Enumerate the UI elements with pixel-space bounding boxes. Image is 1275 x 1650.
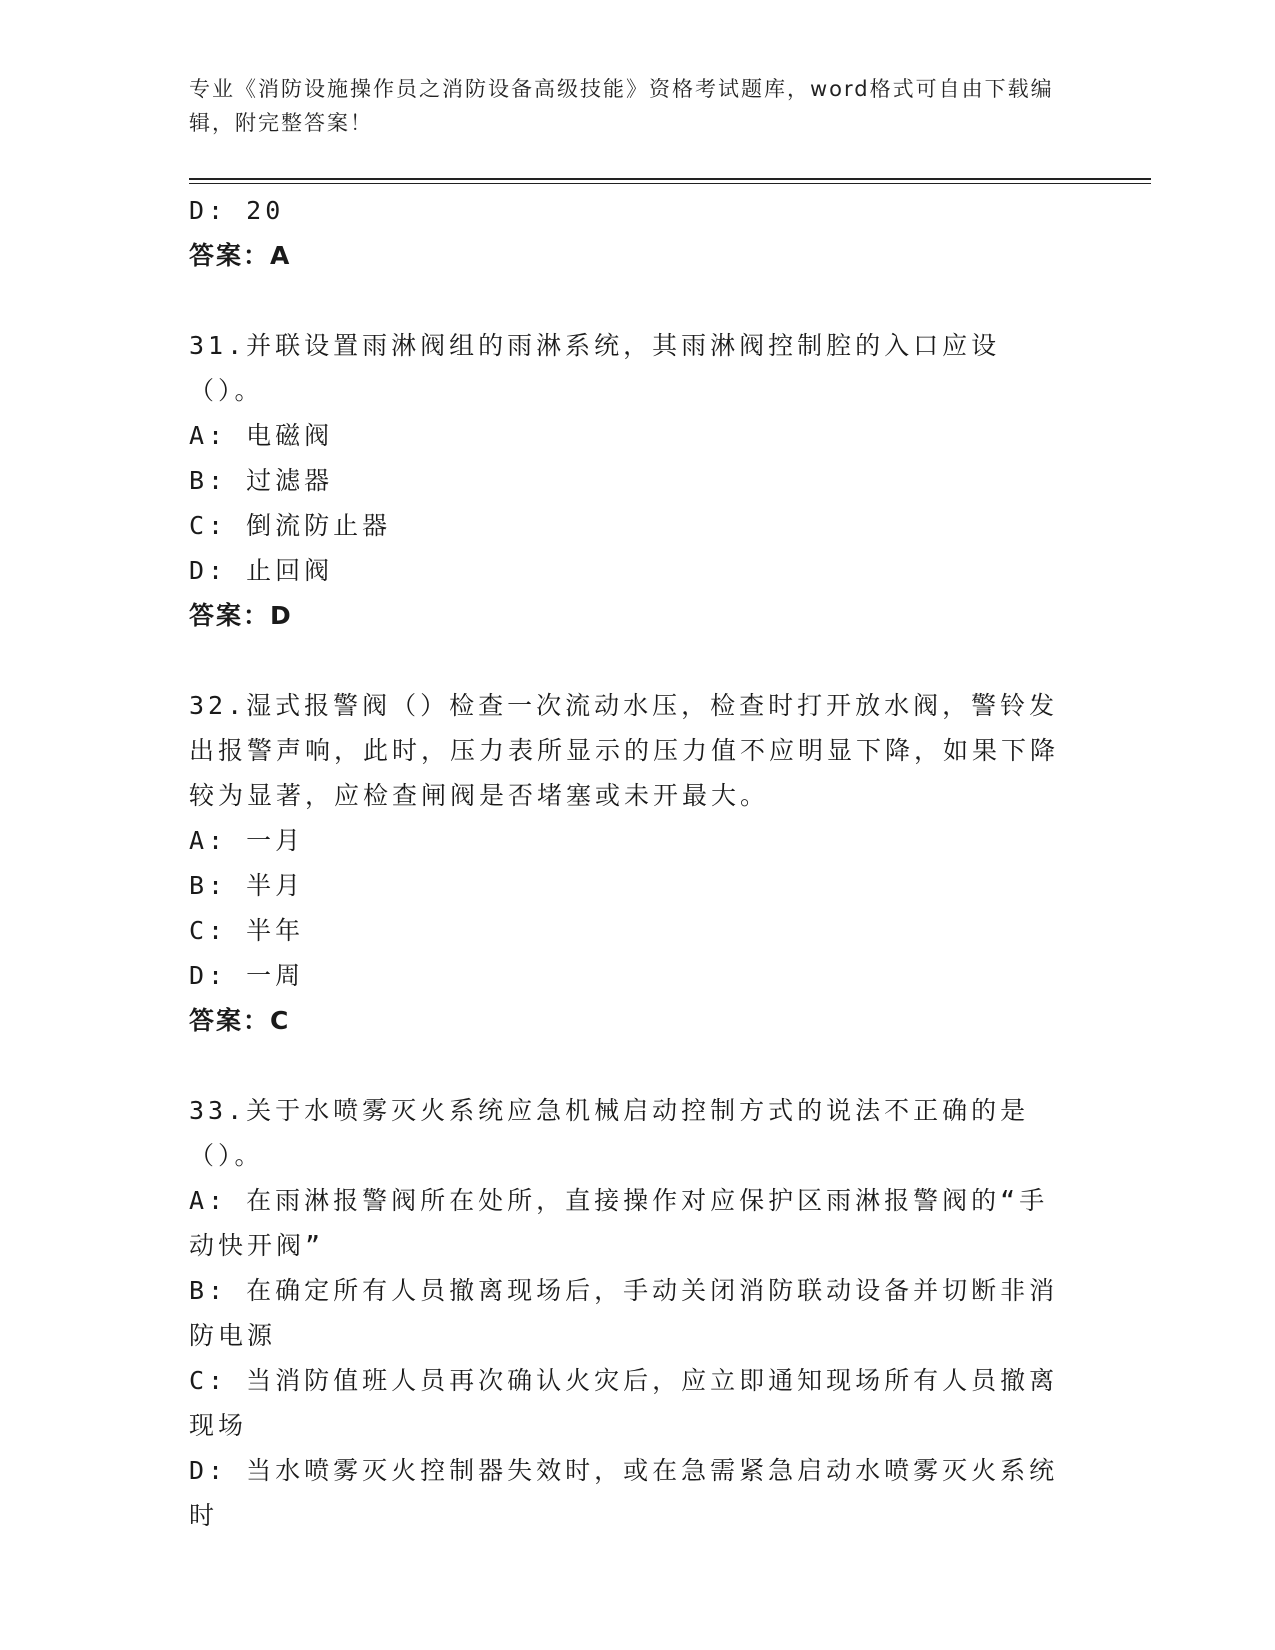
prev-option-d: D: 20	[189, 196, 285, 225]
question-31-option-b: B: 过滤器	[189, 466, 334, 495]
question-content	[189, 188, 1069, 1538]
question-31-option-d: D: 止回阀	[189, 556, 334, 585]
question-31-stem: 31.并联设置雨淋阀组的雨淋系统，其雨淋阀控制腔的入口应设（）。	[189, 331, 1001, 405]
question-33-option-c: C: 当消防值班人员再次确认火灾后，应立即通知现场所有人员撤离现场	[189, 1366, 1059, 1440]
question-32-option-a: A: 一月	[189, 826, 305, 855]
question-33	[189, 1088, 1069, 1538]
spacer	[189, 638, 1069, 683]
spacer	[189, 278, 1069, 323]
question-32-stem: 32.湿式报警阀（）检查一次流动水压，检查时打开放水阀，警铃发出报警声响，此时，压力表所显示的压力值不应明显下降，如果下降较为显著，应检查闸阀是否堵塞或未开最大。	[189, 691, 1060, 810]
question-33-option-a: A: 在雨淋报警阀所在处所，直接操作对应保护区雨淋报警阀的“手动快开阀”	[189, 1186, 1049, 1260]
document-header: 专业《消防设施操作员之消防设备高级技能》资格考试题库，word格式可自由下载编辑，附完整答案！	[189, 77, 1054, 135]
question-31-option-c: C: 倒流防止器	[189, 511, 392, 540]
header-divider-thick	[189, 178, 1151, 180]
question-32-option-c: C: 半年	[189, 916, 305, 945]
question-32-option-b: B: 半月	[189, 871, 305, 900]
question-32-option-d: D: 一周	[189, 961, 305, 990]
question-31-option-a: A: 电磁阀	[189, 421, 334, 450]
question-32-answer: 答案：C	[189, 1006, 291, 1035]
question-31-answer: 答案：D	[189, 601, 293, 630]
question-33-option-b: B: 在确定所有人员撤离现场后，手动关闭消防联动设备并切断非消防电源	[189, 1276, 1059, 1350]
prev-answer: 答案：A	[189, 241, 292, 270]
question-31	[189, 323, 1069, 638]
spacer	[189, 1043, 1069, 1088]
question-33-option-d: D: 当水喷雾灭火控制器失效时，或在急需紧急启动水喷雾灭火系统时	[189, 1456, 1059, 1530]
question-32	[189, 683, 1069, 1043]
question-33-stem: 33.关于水喷雾灭火系统应急机械启动控制方式的说法不正确的是（）。	[189, 1096, 1030, 1170]
header-divider-thin	[189, 183, 1151, 184]
